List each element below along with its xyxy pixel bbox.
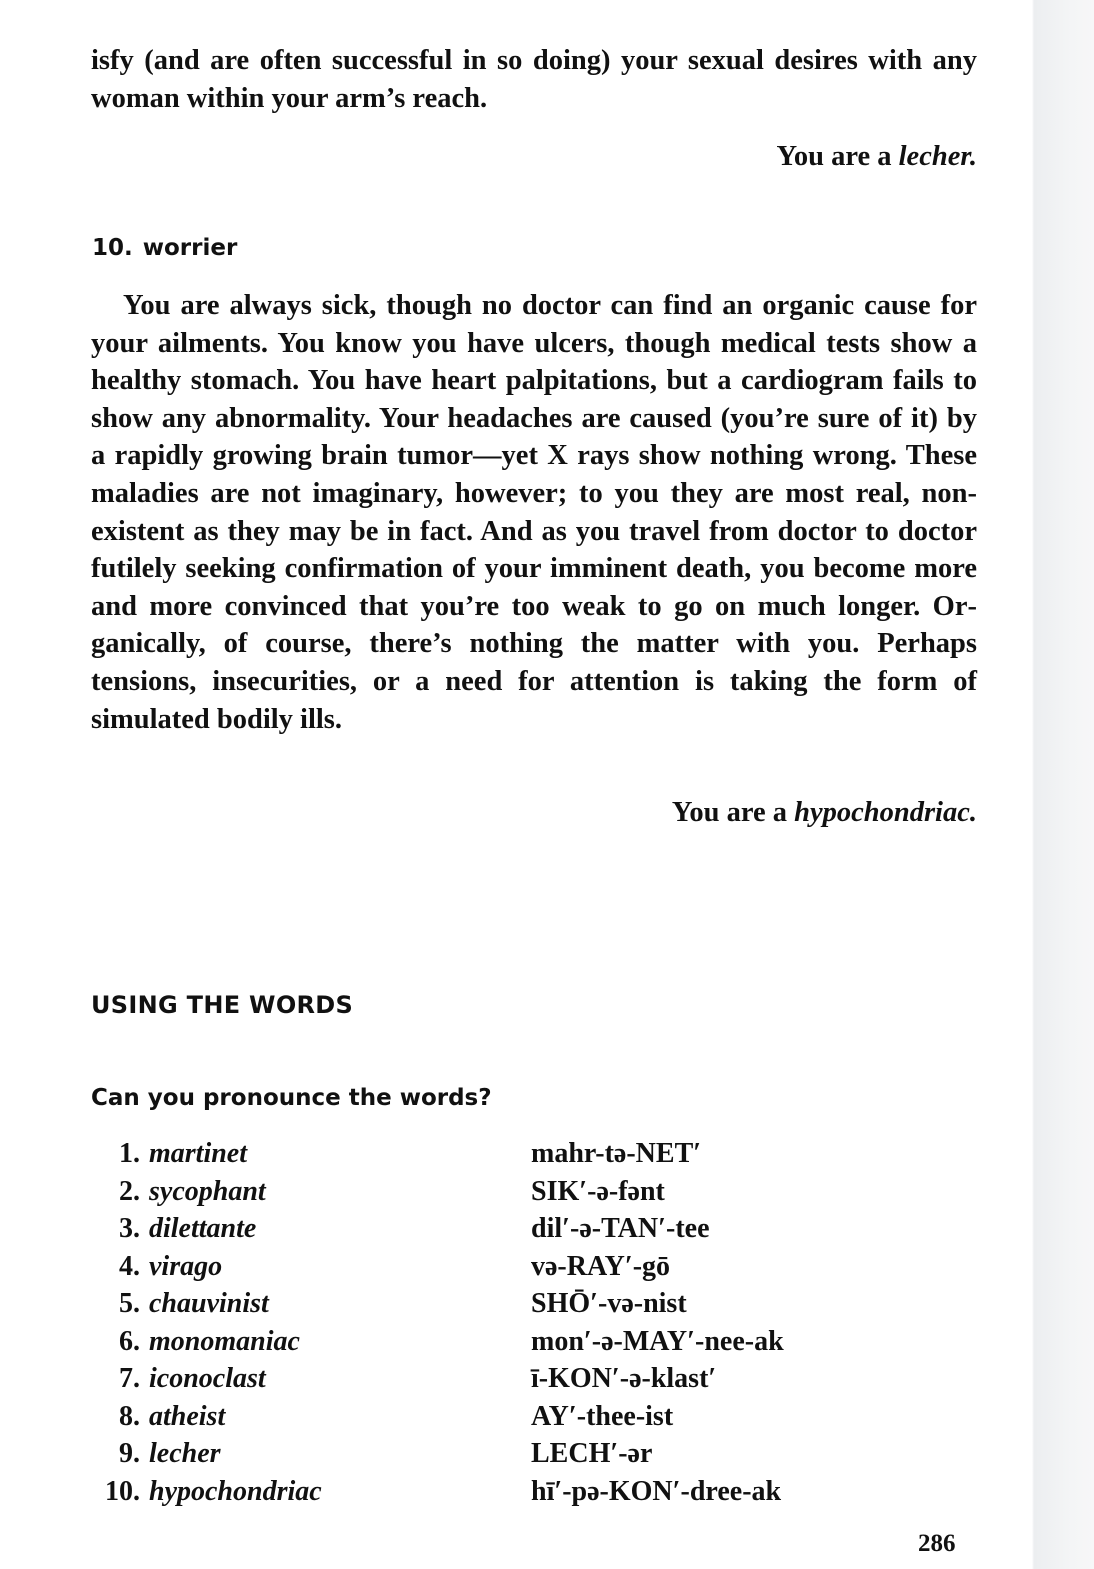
- word-term: dilettante: [149, 1213, 257, 1244]
- word-row: [0, 1360, 1000, 1398]
- word-pronunciation: AY′-thee-ist: [531, 1400, 674, 1432]
- word-number: 4.: [119, 1250, 140, 1282]
- continued-paragraph: isfy (and are often successful in so doing) your sexual desires with any woman within your arm’s reach.: [91, 45, 977, 114]
- word-pronunciation: mon′-ə-MAY′-nee-ak: [531, 1325, 784, 1357]
- verdict-lecher: [776, 140, 977, 174]
- word-number: 6.: [119, 1325, 140, 1357]
- word-pronunciation: dil′-ə-TAN′-tee: [531, 1213, 710, 1244]
- word-term: monomaniac: [149, 1325, 300, 1357]
- word-row: [0, 1285, 1000, 1323]
- verdict-hypochondriac: [672, 796, 977, 830]
- word-term: virago: [149, 1250, 223, 1282]
- word-pronunciation: ī-KON′-ə-klast′: [531, 1363, 717, 1394]
- word-number: 3.: [119, 1213, 140, 1244]
- verdict-prefix: You are a: [776, 141, 899, 172]
- page-edge-shadow: [1032, 0, 1094, 1569]
- word-term: martinet: [149, 1138, 248, 1169]
- page-number: 286: [918, 1530, 956, 1557]
- entry-heading: [92, 235, 237, 261]
- word-row: [0, 1135, 1000, 1173]
- section-title: USING THE WORDS: [91, 991, 354, 1019]
- word-term: chauvinist: [149, 1288, 269, 1319]
- word-pronunciation: SIK′-ə-fənt: [531, 1175, 665, 1207]
- word-term: atheist: [149, 1400, 226, 1432]
- verdict-term: hypochondriac.: [794, 797, 977, 828]
- word-row: [0, 1210, 1000, 1248]
- word-number: 8.: [119, 1400, 140, 1432]
- entry-number: 10.: [92, 235, 133, 261]
- word-term: lecher: [149, 1438, 221, 1469]
- word-row: [0, 1398, 1000, 1436]
- word-pronunciation: SHŌ′-və-nist: [531, 1288, 687, 1319]
- word-number: 5.: [119, 1288, 140, 1319]
- word-number: 9.: [119, 1438, 140, 1469]
- word-row: [0, 1323, 1000, 1361]
- verdict-term: lecher.: [898, 141, 977, 172]
- entry-paragraph: You are always sick, though no doctor can find an organic cause for your ailments. You know you have ulcers, though medical tests show a healthy stomach. You have heart palpitations, but a cardiogram fails to show any abnormality. Your headaches are caused (you’re sure of it) by a rapidly growing brain tumor—yet X rays show nothing wrong. These maladies are not imaginary, however; to you they are most real, non-existent as they may be in fact. And as you travel from doctor to doctor futilely seeking confirmation of your imminent death, you become more and more convinced that you’re too weak to go on much longer. Organically, of course, there’s nothing the matter with you. Perhaps tensions, insecurities, or a need for attention is taking the form of simulated bodily ills.: [91, 290, 977, 735]
- verdict-prefix: You are a: [671, 797, 795, 828]
- word-number: 2.: [119, 1175, 140, 1207]
- pronunciation-list: [0, 1135, 1000, 1510]
- word-pronunciation: mahr-tə-NET′: [531, 1138, 702, 1169]
- word-row: [0, 1473, 1000, 1511]
- word-pronunciation: hī′-pə-KON′-dree-ak: [531, 1475, 782, 1507]
- word-term: iconoclast: [149, 1363, 266, 1394]
- word-number: 10.: [105, 1475, 140, 1507]
- word-pronunciation: LECH′-ər: [531, 1438, 653, 1469]
- word-term: hypochondriac: [149, 1475, 322, 1507]
- question-heading: Can you pronounce the words?: [91, 1085, 492, 1111]
- word-number: 7.: [119, 1363, 140, 1394]
- word-pronunciation: və-RAY′-gō: [531, 1250, 671, 1282]
- word-row: [0, 1435, 1000, 1473]
- word-row: [0, 1248, 1000, 1286]
- word-number: 1.: [119, 1138, 140, 1169]
- word-term: sycophant: [149, 1175, 266, 1207]
- word-row: [0, 1173, 1000, 1211]
- entry-title: worrier: [142, 235, 238, 261]
